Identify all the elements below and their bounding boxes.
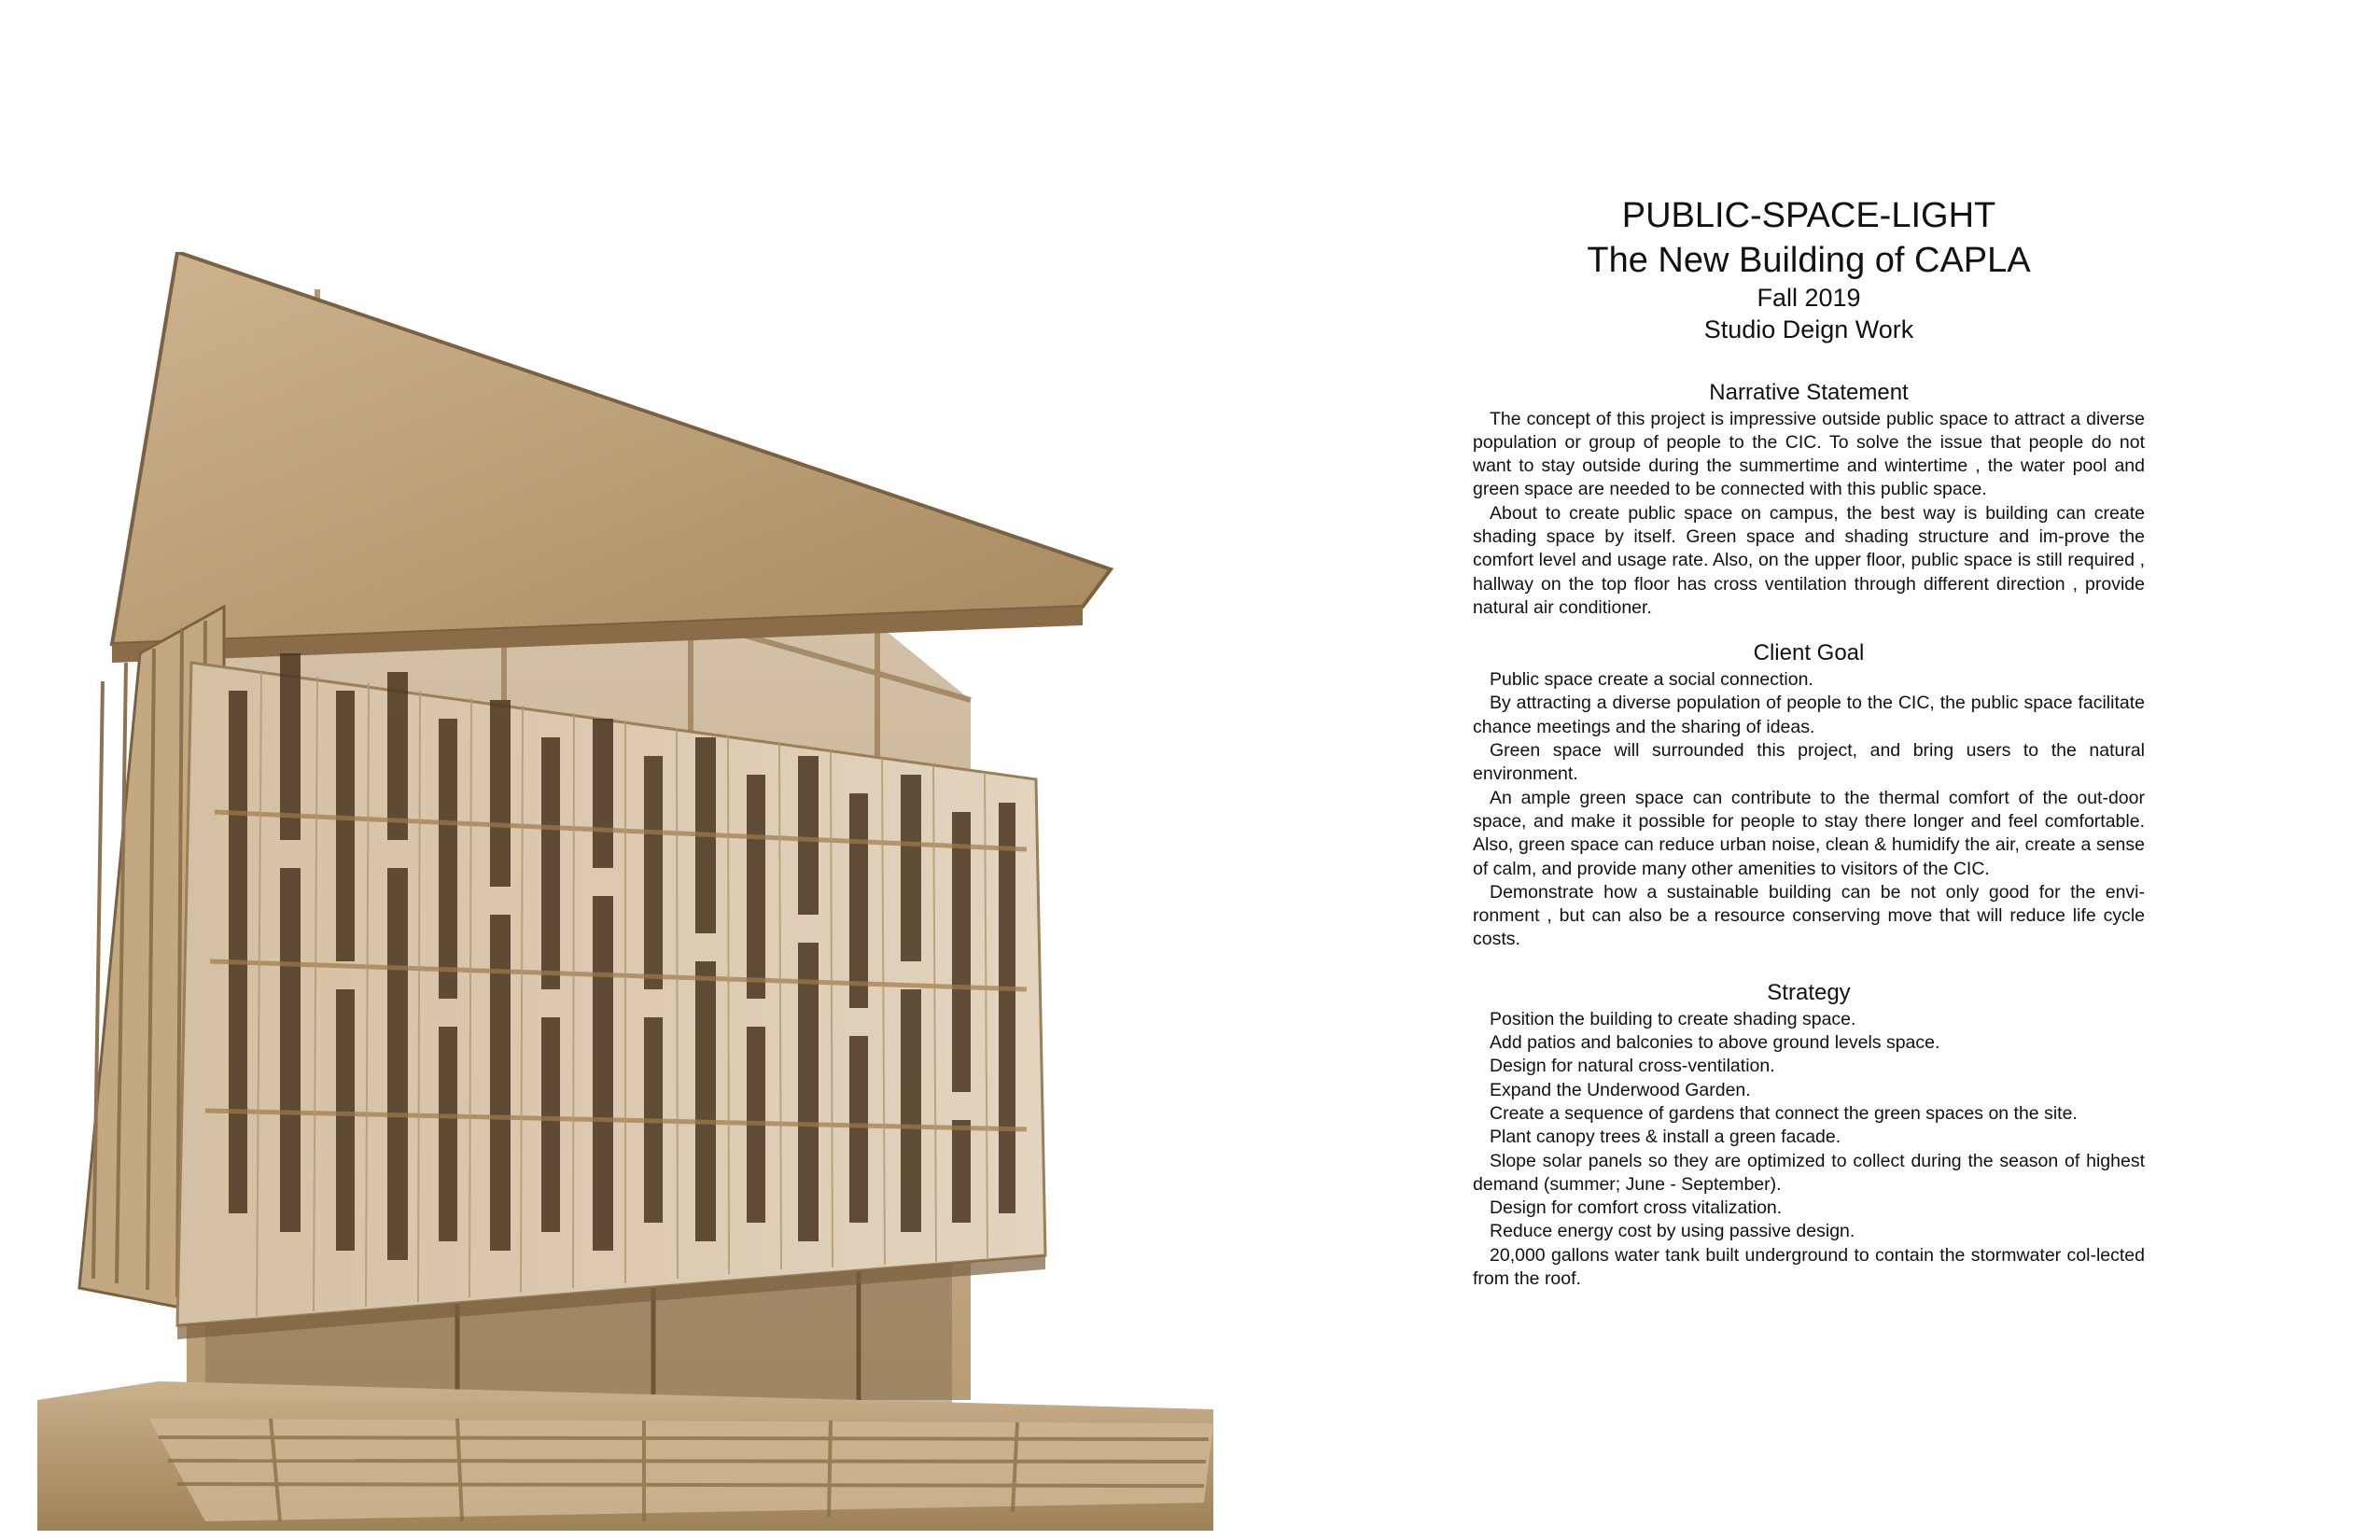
strategy-heading: Strategy	[1767, 979, 1851, 1005]
client-goal-paragraph: By attracting a diverse population of people to the CIC, the public space facilitate chance meetings and the sharing of ideas.	[1473, 693, 2145, 737]
strategy-item: Position the building to create shading space.	[1490, 1008, 1856, 1029]
narrative-heading: Narrative Statement	[1709, 379, 1909, 405]
strategy-item: Expand the Underwood Garden.	[1490, 1079, 1751, 1100]
strategy-item: Plant canopy trees & install a green facade.	[1490, 1127, 1841, 1148]
project-subtitle: The New Building of CAPLA	[1587, 240, 2031, 280]
strategy-item: Create a sequence of gardens that connect the green spaces on the site.	[1490, 1102, 2078, 1124]
roof-slab	[112, 252, 1111, 644]
project-title: PUBLIC-SPACE-LIGHT	[1621, 196, 1996, 235]
strategy-item: Design for comfort cross vitalization.	[1490, 1197, 1783, 1219]
project-term: Fall 2019	[1757, 284, 1861, 312]
text-column	[1473, 194, 2145, 1291]
title-block	[1473, 194, 2145, 346]
strategy-item: Reduce energy cost by using passive design.	[1490, 1221, 1855, 1242]
narrative-section	[1473, 380, 2145, 621]
strategy-section	[1473, 980, 2145, 1292]
strategy-item: Slope solar panels so they are optimized to collect during the season of highest demand (summer; June - September).	[1473, 1150, 2145, 1195]
narrative-paragraph: The concept of this project is impressive outside public space to attract a diverse population or group of people to the CIC. To solve the issue that people do not want to stay outside during the summertime and wintertime , the water pool and green space are needed to be connected with this public space.	[1473, 408, 2145, 500]
client-goal-paragraph: Demonstrate how a sustainable building can be not only good for the envi-ronment , but can also be a resource conserving move that will reduce life cycle costs.	[1473, 881, 2145, 950]
project-course: Studio Deign Work	[1703, 315, 1914, 343]
strategy-item: Add patios and balconies to above ground levels space.	[1490, 1032, 1940, 1054]
building-model-photo	[37, 252, 1213, 1531]
client-goal-heading: Client Goal	[1753, 640, 1865, 666]
strategy-item: 20,000 gallons water tank built underground to contain the stormwater col-lected from the roof.	[1473, 1244, 2145, 1289]
strategy-item: Design for natural cross-ventilation.	[1490, 1056, 1775, 1077]
narrative-paragraph: About to create public space on campus, the best way is building can create shading space by itself. Green space and shading structure and im-prove the comfort level and usage rate. Also, on the upper floor, public space is still required , hallway on the top floor has cross ventilation through different direction , provide natural air conditioner.	[1473, 502, 2145, 618]
client-goal-paragraph: Public space create a social connection.	[1490, 669, 1813, 691]
client-goal-paragraph: Green space will surrounded this project, and bring users to the natural environment.	[1473, 740, 2145, 785]
client-goal-paragraph: An ample green space can contribute to the thermal comfort of the out-door space, and make it possible for people to stay there longer and feel comfortable. Also, green space can reduce urban noise, clean & humidify the air, create a sense of calm, and provide many other amenities to visitors of the CIC.	[1473, 787, 2145, 879]
client-goal-section	[1473, 640, 2145, 952]
